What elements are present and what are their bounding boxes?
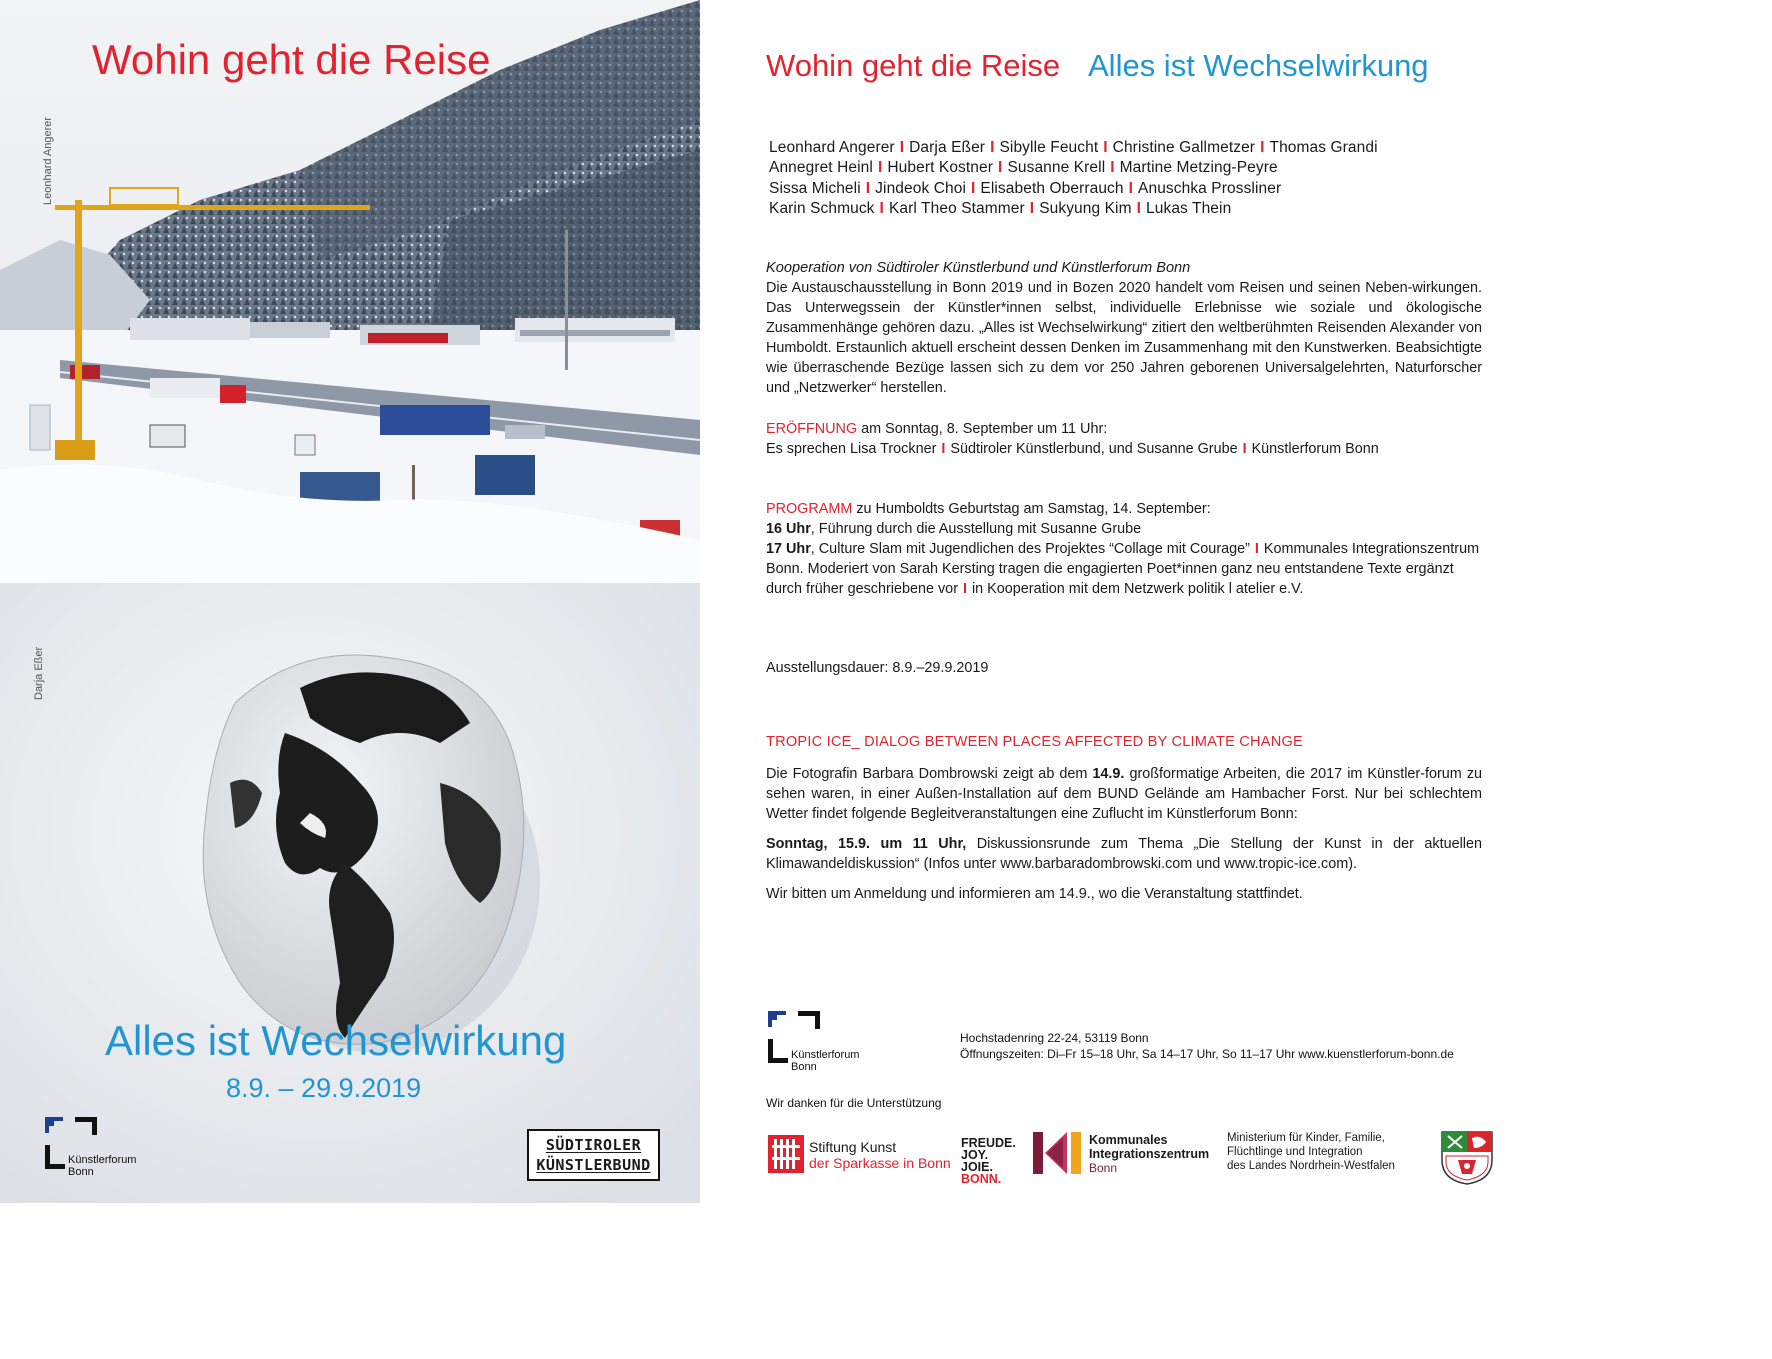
artist-name: Martine Metzing-Peyre xyxy=(1119,159,1278,177)
kommunales-integrationszentrum-logo: Kommunales Integrationszentrum Bonn xyxy=(1033,1132,1228,1177)
program-item-2: 17 Uhr, Culture Slam mit Jugendlichen des Projektes “Collage mit Courage” I Kommunales Integrationszentrum Bonn. Moderiert von Sarah Kersting tragen die engagierten Poet*innen ganz neu entstandene Texte ergänzt durch früher geschriebene vor I in Kooperation mit dem Netzwerk politik l atelier e.V. xyxy=(766,541,1480,597)
artist-row xyxy=(769,179,1378,199)
opening-line xyxy=(766,419,1482,439)
stkb-line1: SÜDTIROLER xyxy=(545,1136,642,1154)
stkb-line2: KÜNSTLERBUND xyxy=(536,1156,651,1174)
cover-panel xyxy=(0,0,700,1203)
cover-title-bottom: Alles ist Wechselwirkung xyxy=(105,1017,567,1064)
freude-joy-joie-bonn-logo: FREUDE. JOY. JOIE. BONN. xyxy=(961,1136,1016,1186)
artist-name: Karin Schmuck xyxy=(769,199,875,217)
tropic-paragraph-2: Sonntag, 15.9. um 11 Uhr, Diskussionsrunde zum Thema „Die Stellung der Kunst in der aktuellen Klimawandeldiskussion“ (Infos unter www.barbaradombrowski.com und www.tropic-ice.com). xyxy=(766,836,1482,872)
artist-separator: I xyxy=(865,179,871,197)
nrw-ministry-logo: Ministerium für Kinder, Familie, Flüchtlinge und Integration des Landes Nordrhein-Westfalen xyxy=(1227,1132,1395,1172)
artist-name: Sibylle Feucht xyxy=(999,139,1099,156)
winter-construction-photo xyxy=(0,0,700,583)
globe-sculpture-photo xyxy=(0,583,700,1203)
artist-name: Lukas Thein xyxy=(1146,199,1232,217)
photo-credit-top: Leonhard Angerer xyxy=(42,116,54,205)
exhibition-dates: 8.9. – 29.9.2019 xyxy=(226,1073,422,1103)
artist-name: Susanne Krell xyxy=(1007,159,1106,177)
artist-row xyxy=(769,199,1378,219)
opening-label: ERÖFFNUNG xyxy=(766,421,858,437)
photo-credit-bottom: Darja Eßer xyxy=(33,646,45,700)
address: Hochstadenring 22-24, 53119 Bonn xyxy=(960,1031,1149,1045)
artist-separator: I xyxy=(879,199,884,217)
exhibition-duration: Ausstellungsdauer: 8.9.–29.9.2019 xyxy=(766,660,989,676)
artist-separator: I xyxy=(877,159,883,177)
artist-separator: I xyxy=(1110,159,1115,177)
tropic-heading: TROPIC ICE_ DIALOG BETWEEN PLACES AFFECTED BY CLIMATE CHANGE xyxy=(766,734,1303,750)
artist-separator: I xyxy=(1128,179,1134,197)
ki-mark-icon xyxy=(1033,1132,1085,1174)
cooperation-text: Die Austauschausstellung in Bonn 2019 und in Bozen 2020 handelt vom Reisen und seinen Neben-wirkungen. Das Unterwegssein der Künstler*innen selbst, individuelle Erlebnisse wie soziale und ökologische Zusammenhänge gehören dazu. „Alles ist Wechselwirkung“ zitiert den weltberühmten Reisenden Alexander von Humboldt. Erstaunlich aktuell erscheint dessen Denken im Zusammenhang mit den Kunstwerken. Beabsichtigte wie überraschende Bezüge lassen sich zu dem vor 250 Jahren geborenen Universalgelehrten, Naturforscher und „Netzwerker“ herstellen. xyxy=(766,280,1482,396)
artist-name: Sissa Micheli xyxy=(769,179,861,197)
artist-separator: I xyxy=(990,139,995,156)
logo-text-line1: Künstlerforum xyxy=(68,1154,137,1166)
opening-speakers: Es sprechen Lisa Trockner I Südtiroler Künstlerbund, und Susanne Grube I Künstlerforum Bonn xyxy=(766,441,1379,457)
artist-separator: I xyxy=(1029,199,1035,217)
artist-separator: I xyxy=(899,139,905,156)
artist-name: Thomas Grandi xyxy=(1269,139,1378,156)
program-item-1: 16 Uhr, Führung durch die Ausstellung mit Susanne Grube xyxy=(766,521,1142,537)
artist-name: Hubert Kostner xyxy=(887,159,994,177)
program-label: PROGRAMM xyxy=(766,501,853,517)
artist-separator: I xyxy=(1103,139,1108,156)
artist-name: Annegret Heinl xyxy=(769,159,873,177)
artist-list xyxy=(769,138,1378,219)
artist-separator: I xyxy=(998,159,1003,177)
sparkasse-foundation-logo: Stiftung Kunst der Sparkasse in Bonn xyxy=(768,1135,953,1175)
thanks-note: Wir danken für die Unterstützung xyxy=(766,1096,942,1110)
kuenstlerforum-logo-right: Künstlerforum Bonn xyxy=(768,1011,878,1071)
header-title-red: Wohin geht die Reise xyxy=(766,48,1061,83)
nrw-coat-of-arms-icon xyxy=(1438,1130,1496,1186)
cooperation-heading: Kooperation von Südtiroler Künstlerbund und Künstlerforum Bonn xyxy=(766,260,1191,276)
cover-title-top: Wohin geht die Reise xyxy=(92,36,491,83)
kuenstlerforum-logo-left xyxy=(45,1117,155,1177)
artist-name: Sukyung Kim xyxy=(1039,199,1132,217)
artist-name: Christine Gallmetzer xyxy=(1112,139,1256,156)
suedtiroler-kuenstlerbund-logo xyxy=(527,1129,660,1181)
artist-row xyxy=(769,158,1378,178)
artist-name: Elisabeth Oberrauch xyxy=(980,179,1124,197)
artist-name: Jindeok Choi xyxy=(875,179,966,197)
header-title-blue: Alles ist Wechselwirkung xyxy=(1088,48,1429,83)
artist-separator: I xyxy=(1260,139,1265,156)
artist-name: Karl Theo Stammer xyxy=(888,199,1025,217)
sparkasse-mark-icon xyxy=(768,1135,804,1173)
opening-when: am Sonntag, 8. September um 11 Uhr: xyxy=(861,421,1108,437)
artist-separator: I xyxy=(970,179,976,197)
artist-name: Anuschka Prossliner xyxy=(1138,179,1282,197)
artist-name: Leonhard Angerer xyxy=(769,139,895,156)
artist-name: Darja Eßer xyxy=(909,139,986,156)
program-line: PROGRAMM zu Humboldts Geburtstag am Samstag, 14. September: xyxy=(766,501,1211,517)
tropic-paragraph-3: Wir bitten um Anmeldung und informieren am 14.9., wo die Veranstaltung stattfindet. xyxy=(766,886,1303,902)
artist-separator: I xyxy=(1136,199,1142,217)
artist-row xyxy=(769,138,1378,158)
opening-hours: Öffnungszeiten: Di–Fr 15–18 Uhr, Sa 14–17 Uhr, So 11–17 Uhr www.kuenstlerforum-bonn.de xyxy=(960,1047,1454,1061)
logo-text-line2: Bonn xyxy=(68,1166,94,1178)
tropic-paragraph-1: Die Fotografin Barbara Dombrowski zeigt ab dem 14.9. großformatige Arbeiten, die 2017 im Künstler-forum zu sehen waren, in einer Außen-Installation auf dem BUND Gelände am Hambacher Forst. Nur bei schlechtem Wetter findet folgende Begleitveranstaltungen eine Zuflucht im Künstlerforum Bonn: xyxy=(766,766,1483,822)
